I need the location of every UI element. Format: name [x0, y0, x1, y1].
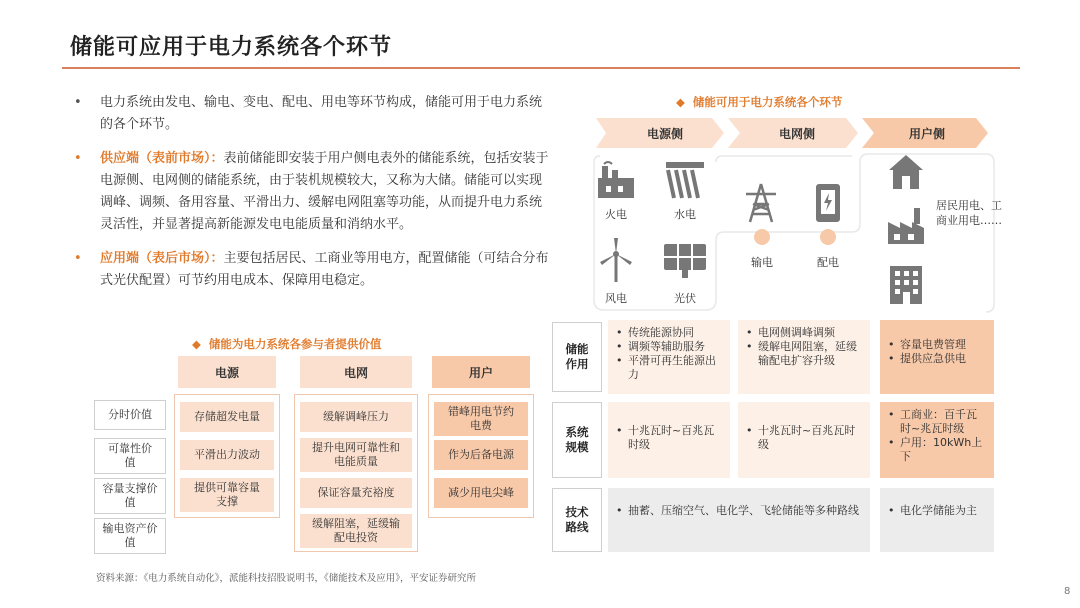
cell-bullet: • 平滑可再生能源出力 — [616, 354, 722, 382]
function-grid-cell — [738, 320, 870, 394]
distribution-cabinet-icon — [812, 182, 844, 224]
value-label: 容量支撑价值 — [94, 478, 166, 514]
source-item: 存储超发电量 — [180, 402, 274, 432]
factory-icon — [884, 204, 928, 246]
left-diagram-title — [192, 336, 381, 352]
row-label-function: 储能作用 — [552, 322, 602, 392]
cell-bullet: • 传统能源协同 — [616, 326, 722, 340]
stage-label-user: 用户侧 — [908, 126, 945, 141]
user-scenarios-text: 居民用电、工商业用电…… — [936, 199, 1002, 227]
column-header-user: 用户 — [432, 356, 530, 388]
bullet-list — [70, 92, 550, 304]
right-diagram-title — [676, 94, 842, 110]
source-footnote: 资料来源：《电力系统自动化》，派能科技招股说明书，《储能技术及应用》，平安证券研究所 — [96, 573, 477, 584]
building-icon — [886, 262, 926, 306]
scale-grid-cell — [738, 402, 870, 478]
hydro-label: 水电 — [674, 208, 696, 221]
page-number: 8 — [1064, 586, 1071, 597]
solar-label: 光伏 — [674, 292, 696, 305]
row-label-technology: 技术路线 — [552, 488, 602, 552]
cell-bullet: • 电化学储能为主 — [888, 504, 986, 518]
function-user-cell — [880, 320, 994, 394]
cell-bullet: • 调频等辅助服务 — [616, 340, 722, 354]
hydro-power-icon — [664, 160, 706, 200]
stage-label-grid: 电网侧 — [778, 126, 815, 141]
cell-bullet: • 电网侧调峰调频 — [746, 326, 862, 340]
bullet-item — [70, 148, 550, 236]
bullet-text: 电力系统由发电、输电、变电、配电、用电等环节构成，储能可用于电力系统的各个环节。 — [100, 95, 543, 132]
cell-bullet: • 缓解电网阻塞，延缓输配电扩容升级 — [746, 340, 862, 368]
connector-dots — [748, 228, 848, 248]
source-item: 平滑出力波动 — [180, 440, 274, 470]
grid-item: 保证容量充裕度 — [300, 478, 412, 508]
cell-bullet: • 提供应急供电 — [888, 352, 986, 366]
value-label: 分时价值 — [94, 400, 166, 430]
left-diagram-title-text: 储能为电力系统各参与者提供价值 — [208, 337, 382, 351]
wind-label: 风电 — [605, 292, 627, 305]
bullet-text: 表前储能即安装于用户侧电表外的储能系统，包括安装于电源侧、电网侧的储能系统，由于装机规模较大，又称为大储。储能可以实现调峰、调频、备用容量、平滑出力、缓解电网阻塞等功能，从而提升电力系统灵活性，并显著提高新能源发电电能质量和消纳水平。 — [100, 151, 549, 232]
page-title: 储能可应用于电力系统各个环节 — [70, 35, 393, 60]
technology-user-cell — [880, 488, 994, 552]
technology-supply-cell — [608, 488, 870, 552]
cell-bullet: • 十兆瓦时~百兆瓦时级 — [746, 424, 862, 452]
grid-item: 缓解阻塞，延缓输配电投资 — [300, 514, 412, 548]
grid-item: 提升电网可靠性和电能质量 — [300, 438, 412, 472]
diamond-icon: ◆ — [676, 95, 685, 109]
thermal-label: 火电 — [605, 208, 627, 221]
source-item: 提供可靠容量支撑 — [180, 478, 274, 512]
stage-label-source: 电源侧 — [646, 126, 683, 141]
transmission-tower-icon — [742, 182, 780, 224]
scale-source-cell — [608, 402, 730, 478]
bullet-item — [70, 248, 550, 292]
user-item: 作为后备电源 — [434, 440, 528, 470]
thermal-power-icon — [596, 160, 636, 200]
cell-bullet: • 容量电费管理 — [888, 338, 986, 352]
bullet-dot-icon: • — [74, 251, 82, 266]
bullet-lead: 供应端（表前市场）： — [100, 151, 224, 166]
column-header-source: 电源 — [178, 356, 276, 388]
row-label-scale: 系统规模 — [552, 402, 602, 478]
user-item: 错峰用电节约电费 — [434, 402, 528, 436]
house-icon — [886, 152, 926, 192]
bullet-item — [70, 92, 550, 136]
bullet-text: 主要包括居民、工商业等用电方，配置储能（可结合分布式光伏配置）可节约用电成本、保障用电稳定。 — [100, 251, 549, 288]
distribution-label: 配电 — [817, 256, 839, 269]
cell-bullet: • 户用：10kWh上下 — [888, 436, 986, 464]
bullet-dot-icon: • — [74, 151, 82, 166]
cell-bullet: • 抽蓄、压缩空气、电化学、飞轮储能等多种路线 — [616, 504, 862, 518]
bullet-lead: 应用端（表后市场）： — [100, 251, 224, 266]
title-divider — [62, 67, 1020, 69]
right-diagram-title-text: 储能可用于电力系统各个环节 — [692, 95, 843, 109]
value-label: 可靠性价值 — [94, 438, 166, 474]
bullet-dot-icon: • — [74, 95, 82, 110]
value-label: 输电资产价值 — [94, 518, 166, 554]
user-item: 减少用电尖峰 — [434, 478, 528, 508]
diamond-icon: ◆ — [192, 337, 201, 351]
cell-bullet: • 十兆瓦时~百兆瓦时级 — [616, 424, 722, 452]
grid-item: 缓解调峰压力 — [300, 402, 412, 432]
transmission-label: 输电 — [751, 256, 773, 269]
function-source-cell — [608, 320, 730, 394]
solar-power-icon — [662, 242, 708, 280]
cell-bullet: • 工商业：百千瓦时~兆瓦时级 — [888, 408, 986, 436]
wind-power-icon — [594, 236, 638, 284]
scale-user-cell — [880, 402, 994, 478]
column-header-grid: 电网 — [300, 356, 412, 388]
